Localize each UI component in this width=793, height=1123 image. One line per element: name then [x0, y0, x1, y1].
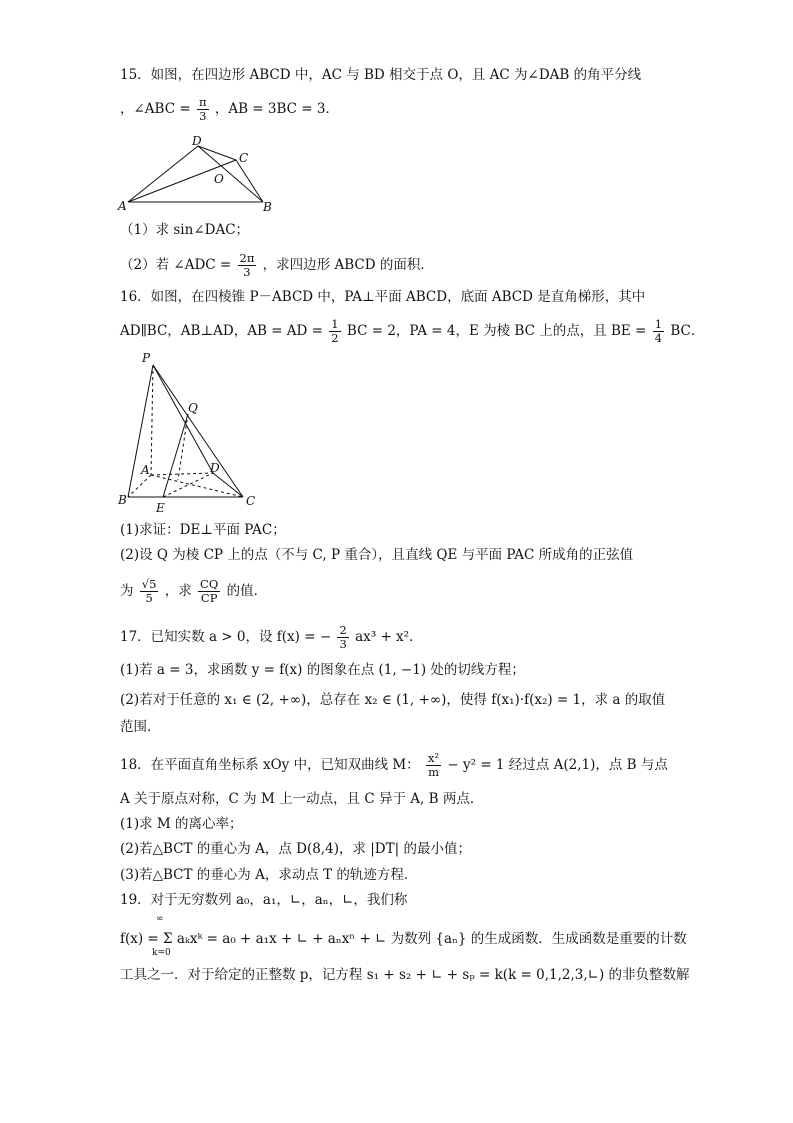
- p19-line2: [120, 930, 687, 948]
- p16-fraction-2: $\frac{1}{4}$: [654, 317, 663, 345]
- p19-sum-top: ∞: [156, 914, 164, 924]
- p18-line1-post: − y² = 1 经过点 A(2,1)，点 B 与点: [447, 757, 668, 773]
- p19-line1: 19．对于无穷数列 a₀，a₁，∟，aₙ，∟，我们称: [120, 892, 408, 908]
- fig16-label-E: E: [156, 501, 165, 515]
- p15-q2-fraction: $\frac{2\pi}{3}$: [239, 251, 255, 279]
- p15-line1: 15．如图，在四边形 ABCD 中，AC 与 BD 相交于点 O，且 AC 为∠DAB 的角平分线: [120, 67, 642, 83]
- fig15-label-C: C: [239, 151, 249, 165]
- p16-q2b-pre: 为: [120, 583, 134, 599]
- p18-line1: [120, 752, 668, 779]
- p17-q2: (2)若对于任意的 x₁ ∈ (2, +∞)，总存在 x₂ ∈ (1, +∞)，使得 f(x₁)·f(x₂) = 1，求 a 的取值: [120, 692, 666, 708]
- p16-q2b-fraction-1: $\frac{√5}{5}$: [141, 577, 157, 605]
- fig15-label-B: B: [263, 200, 272, 214]
- p16-figure: [118, 350, 268, 520]
- p16-q2b-mid: ，求: [164, 583, 192, 599]
- p18-line1-pre: 18．在平面直角坐标系 xOy 中，已知双曲线 M：: [120, 757, 420, 773]
- p15-q2: [120, 252, 434, 279]
- p15-line2-post: ，AB = 3BC = 3．: [214, 101, 339, 117]
- p17-line1-post: ax³ + x²．: [355, 629, 423, 645]
- fig16-label-B: B: [118, 493, 127, 507]
- p16-line2: [120, 318, 704, 345]
- fig16-label-P: P: [142, 351, 151, 365]
- p17-q1: (1)若 a = 3，求函数 y = f(x) 的图象在点 (1, −1) 处的切线方程；: [120, 662, 525, 678]
- fig16-label-Q: Q: [188, 401, 198, 415]
- p17-q2b: 范围．: [120, 719, 161, 735]
- p15-q2-post: ，求四边形 ABCD 的面积．: [262, 257, 434, 273]
- p18-q1: (1)求 M 的离心率；: [120, 816, 243, 832]
- p16-line2-pre: AD∥BC，AB⊥AD，AB = AD =: [120, 323, 323, 339]
- p19-sum-bottom: k=0: [152, 948, 171, 958]
- p18-q3: (3)若△BCT 的垂心为 A，求动点 T 的轨迹方程．: [120, 867, 418, 883]
- p15-q2-pre: （2）若 ∠ADC =: [120, 257, 232, 273]
- p16-line1: 16．如图，在四棱锥 P－ABCD 中，PA⊥平面 ABCD，底面 ABCD 是直角梯形，其中: [120, 289, 646, 305]
- p15-figure: [118, 132, 298, 212]
- p15-q1: （1）求 sin∠DAC；: [120, 222, 250, 238]
- p16-q2: (2)设 Q 为棱 CP 上的点（不与 C, P 重合），且直线 QE 与平面 PAC 所成角的正弦值: [120, 547, 634, 563]
- p16-q1: (1)求证：DE⊥平面 PAC；: [120, 522, 286, 538]
- fig16-label-C: C: [246, 494, 256, 508]
- p17-fraction: $\frac{2}{3}$: [339, 623, 347, 651]
- fig16-label-D: D: [210, 461, 220, 475]
- p16-line2-mid: BC = 2，PA = 4，E 为棱 BC 上的点，且 BE =: [346, 323, 647, 339]
- p19-line3: 工具之一．对于给定的正整数 p，记方程 s₁ + s₂ + ∟ + sₚ = k(k = 0,1,2,3,∟) 的非负整数解: [120, 967, 690, 983]
- p17-line1: [120, 624, 423, 651]
- p16-q2b: [120, 578, 267, 605]
- p15-line2: [120, 96, 339, 123]
- fig15-label-A: A: [118, 199, 127, 213]
- p18-q2: (2)若△BCT 的重心为 A，点 D(8,4)，求 |DT| 的最小值；: [120, 841, 471, 857]
- fig16-label-A: A: [141, 463, 150, 477]
- p17-line1-pre: 17．已知实数 a > 0，设 f(x) = −: [120, 629, 332, 645]
- fig15-label-O: O: [214, 172, 224, 186]
- p16-q2b-post: 的值．: [226, 583, 268, 599]
- p15-line2-pre: ，∠ABC =: [120, 101, 191, 117]
- p15-fraction: $\frac{\pi}{3}$: [198, 95, 207, 123]
- p16-line2-post: BC．: [670, 323, 705, 339]
- p18-line2: A 关于原点对称，C 为 M 上一动点，且 C 异于 A, B 两点．: [120, 791, 484, 807]
- p16-q2b-fraction-2: $\frac{CQ}{CP}$: [200, 577, 219, 605]
- p18-fraction: $\frac{\text{x²}}{m}$: [427, 751, 440, 779]
- fig15-label-D: D: [192, 134, 202, 148]
- p19-line2-text: f(x) = Σ aₖxᵏ = a₀ + a₁x + ∟ + aₙxⁿ + ∟ 为数列 {aₙ} 的生成函数．生成函数是重要的计数: [120, 931, 687, 947]
- p16-fraction-1: $\frac{1}{2}$: [331, 317, 339, 345]
